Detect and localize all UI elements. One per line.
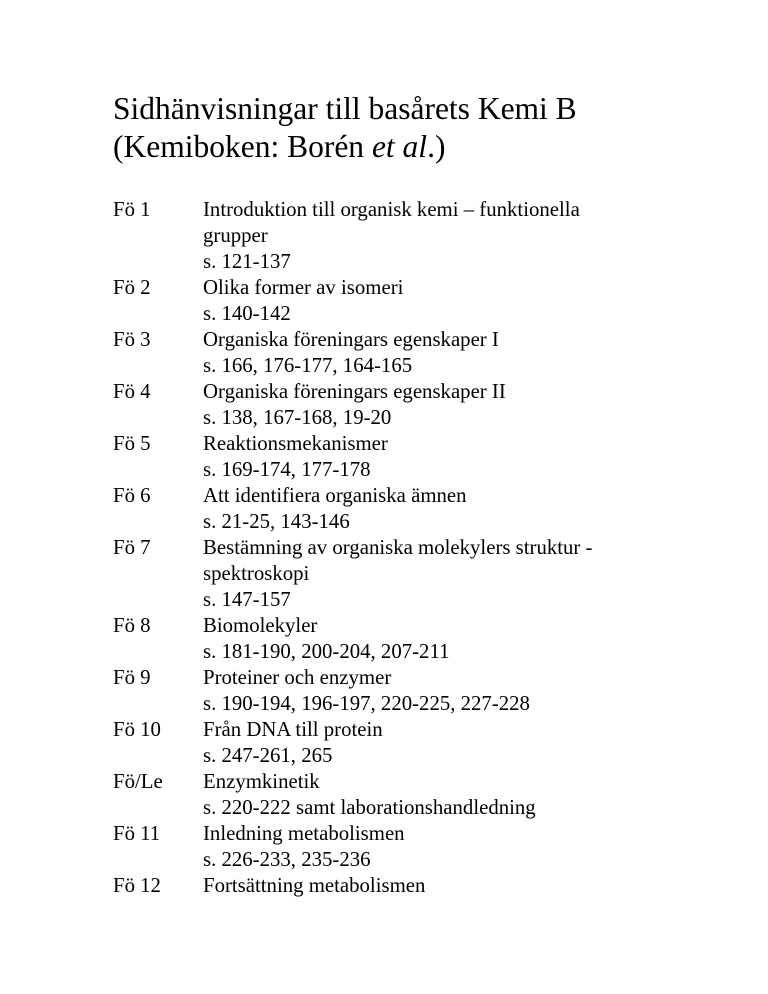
lecture-topic: Att identifiera organiska ämnen <box>203 484 467 507</box>
lecture-topic: Organiska föreningars egenskaper II <box>203 380 506 403</box>
lecture-pages: s. 121-137 <box>203 250 291 273</box>
lecture-details <box>203 821 673 873</box>
lecture-topic: Från DNA till protein <box>203 718 383 741</box>
lecture-topic: spektroskopi <box>203 562 310 585</box>
lecture-pages: s. 247-261, 265 <box>203 744 333 767</box>
lecture-topic: Proteiner och enzymer <box>203 666 392 689</box>
title-line-2 <box>113 128 577 166</box>
lecture-topic: Inledning metabolismen <box>203 822 405 845</box>
lecture-details <box>203 275 673 327</box>
lecture-code: Fö 1 <box>113 198 151 221</box>
lecture-code: Fö 11 <box>113 822 161 845</box>
lecture-entry <box>113 613 673 665</box>
lecture-pages: s. 166, 176-177, 164-165 <box>203 354 413 377</box>
lecture-pages: s. 21-25, 143-146 <box>203 510 350 533</box>
lecture-code: Fö 2 <box>113 276 151 299</box>
lecture-details <box>203 613 673 665</box>
lecture-topic: Introduktion till organisk kemi – funktionella <box>203 198 580 221</box>
lecture-details <box>203 535 673 613</box>
lecture-code: Fö 9 <box>113 666 151 689</box>
lecture-code: Fö 12 <box>113 874 161 897</box>
lecture-topic: Olika former av isomeri <box>203 276 404 299</box>
lecture-code: Fö 8 <box>113 614 151 637</box>
title-line-2-italic: et al <box>371 129 428 164</box>
lecture-topic: Biomolekyler <box>203 614 318 637</box>
lecture-pages: s. 190-194, 196-197, 220-225, 227-228 <box>203 692 530 715</box>
lecture-pages: s. 220-222 samt laborationshandledning <box>203 796 536 819</box>
lecture-topic: Fortsättning metabolismen <box>203 874 426 897</box>
lecture-pages: s. 138, 167-168, 19-20 <box>203 406 392 429</box>
lecture-details <box>203 431 673 483</box>
lecture-entry <box>113 483 673 535</box>
lecture-details <box>203 483 673 535</box>
lecture-code: Fö 7 <box>113 536 151 559</box>
lecture-topic: Enzymkinetik <box>203 770 320 793</box>
lecture-entry <box>113 873 673 899</box>
lecture-topic: grupper <box>203 224 268 247</box>
lecture-list <box>113 197 673 899</box>
lecture-details <box>203 769 673 821</box>
lecture-entry <box>113 275 673 327</box>
lecture-pages: s. 226-233, 235-236 <box>203 848 371 871</box>
lecture-entry <box>113 327 673 379</box>
lecture-topic: Bestämning av organiska molekylers struktur - <box>203 536 593 559</box>
lecture-code: Fö 6 <box>113 484 151 507</box>
lecture-code: Fö 3 <box>113 328 151 351</box>
lecture-pages: s. 140-142 <box>203 302 291 325</box>
lecture-details <box>203 327 673 379</box>
lecture-topic: Reaktionsmekanismer <box>203 432 388 455</box>
document-title <box>113 90 577 166</box>
lecture-entry <box>113 821 673 873</box>
lecture-code: Fö/Le <box>113 770 163 793</box>
lecture-topic: Organiska föreningars egenskaper I <box>203 328 499 351</box>
title-line-1: Sidhänvisningar till basårets Kemi B <box>113 91 577 126</box>
lecture-details <box>203 717 673 769</box>
lecture-pages: s. 169-174, 177-178 <box>203 458 371 481</box>
lecture-details <box>203 379 673 431</box>
title-line-2-text: (Kemiboken: Borén <box>113 129 372 164</box>
lecture-entry <box>113 197 673 275</box>
lecture-details <box>203 197 673 275</box>
lecture-pages: s. 181-190, 200-204, 207-211 <box>203 640 450 663</box>
lecture-details <box>203 665 673 717</box>
lecture-code: Fö 5 <box>113 432 151 455</box>
lecture-entry <box>113 665 673 717</box>
lecture-entry <box>113 379 673 431</box>
lecture-code: Fö 10 <box>113 718 161 741</box>
lecture-pages: s. 147-157 <box>203 588 291 611</box>
lecture-entry <box>113 431 673 483</box>
lecture-entry <box>113 717 673 769</box>
lecture-entry <box>113 769 673 821</box>
lecture-entry <box>113 535 673 613</box>
lecture-details <box>203 873 673 899</box>
lecture-code: Fö 4 <box>113 380 151 403</box>
title-line-2-end: .) <box>427 129 446 164</box>
